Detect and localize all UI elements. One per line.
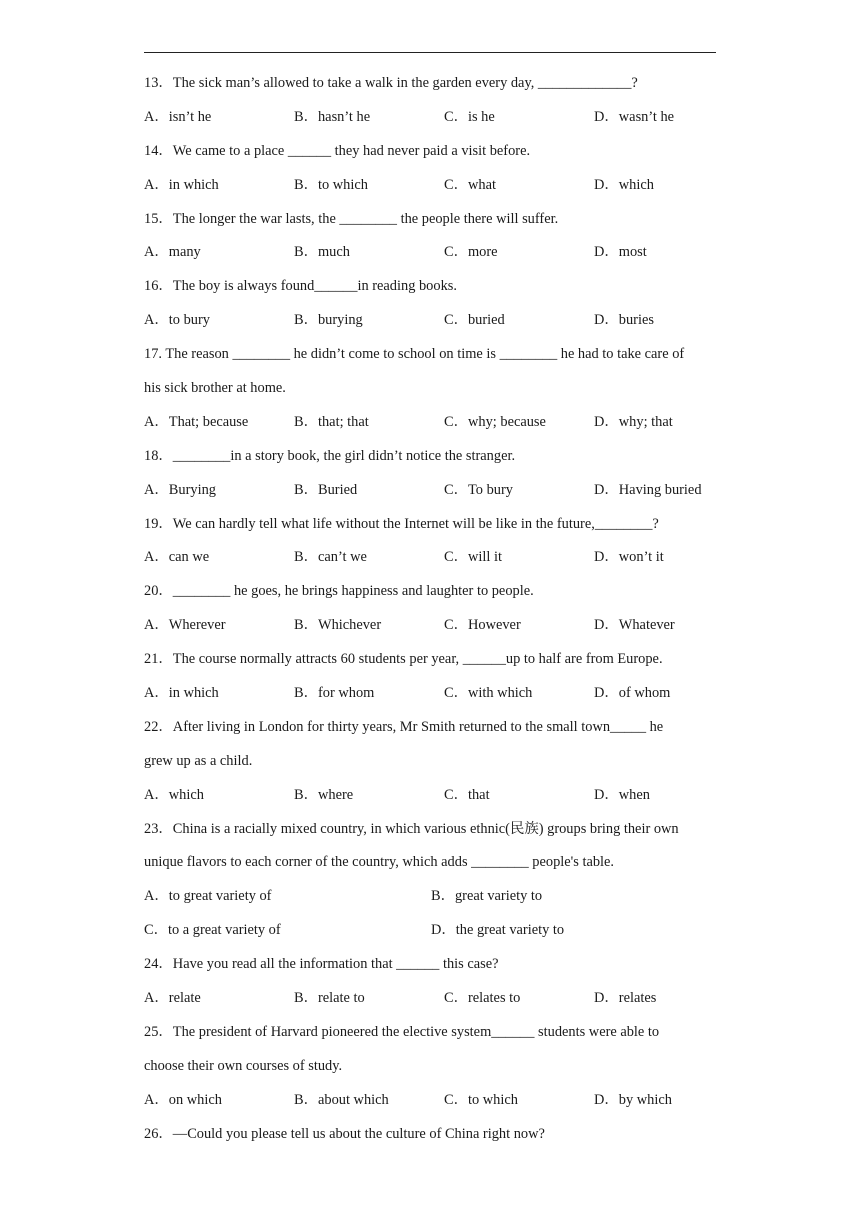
option-a: A．on which xyxy=(144,1091,222,1108)
option-b: B．to which xyxy=(294,176,368,193)
question-stem-continued xyxy=(144,376,718,410)
options-row xyxy=(144,613,718,647)
question-text: China is a racially mixed country, in which various ethnic(民族) groups bring their own xyxy=(172,820,679,837)
options-row xyxy=(144,1088,718,1122)
question-text: The president of Harvard pioneered the elective system______ students were able to xyxy=(172,1023,660,1040)
option-d: D．won’t it xyxy=(594,549,664,566)
option-c: C．what xyxy=(444,176,496,193)
options-row xyxy=(144,783,718,817)
question-text: We came to a place ______ they had never paid a visit before. xyxy=(172,142,531,159)
option-c: C．However xyxy=(444,617,521,634)
question-stem xyxy=(144,715,718,749)
option-c: C．that xyxy=(444,786,490,803)
options-row xyxy=(144,173,718,207)
question-stem xyxy=(144,579,718,613)
option-b: B．hasn’t he xyxy=(294,108,371,125)
option-d: D．wasn’t he xyxy=(594,108,675,125)
question-stem xyxy=(144,207,718,241)
question-number: 14． xyxy=(144,142,173,159)
option-b: B．Buried xyxy=(294,481,358,498)
question-number: 19． xyxy=(144,515,173,532)
option-a: A．Burying xyxy=(144,481,216,498)
option-c: C．To bury xyxy=(444,481,513,498)
option-c: C．is he xyxy=(444,108,495,125)
question-text: Have you read all the information that ______ this case? xyxy=(172,956,499,973)
question-text: ________ he goes, he brings happiness and laughter to people. xyxy=(172,583,534,600)
question-number: 25． xyxy=(144,1023,173,1040)
option-c: C．buried xyxy=(444,312,505,329)
option-a: A．isn’t he xyxy=(144,108,212,125)
question-number: 21． xyxy=(144,651,173,668)
question-stem xyxy=(144,1020,718,1054)
option-a: A．to great variety of xyxy=(144,888,272,905)
option-a: A．relate xyxy=(144,990,201,1007)
option-d: D．which xyxy=(594,176,654,193)
question-number: 20． xyxy=(144,583,173,600)
question-number: 13． xyxy=(144,75,173,91)
option-a: A．Wherever xyxy=(144,617,226,634)
question-text: his sick brother at home. xyxy=(144,380,286,397)
question-text: unique flavors to each corner of the country, which adds ________ people's table. xyxy=(144,854,615,871)
header-rule xyxy=(144,52,716,53)
option-b: B．Whichever xyxy=(294,617,382,634)
option-b: B．that; that xyxy=(294,413,369,430)
question-stem xyxy=(144,274,718,308)
options-row xyxy=(144,545,718,579)
question-text: grew up as a child. xyxy=(144,752,253,769)
question-stem xyxy=(144,1122,718,1156)
question-number: 16． xyxy=(144,278,173,295)
question-stem-continued xyxy=(144,850,718,884)
options-row xyxy=(144,240,718,274)
option-d: D．relates xyxy=(594,990,657,1007)
question-number: 22． xyxy=(144,718,173,735)
question-stem-continued xyxy=(144,1054,718,1088)
option-a: A．to bury xyxy=(144,312,210,329)
question-number: 17. xyxy=(144,346,166,363)
option-d: D．when xyxy=(594,786,650,803)
options-row xyxy=(144,681,718,715)
option-a: A．in which xyxy=(144,685,219,702)
question-text: The reason ________ he didn’t come to school on time is ________ he had to take care of xyxy=(165,346,685,363)
question-text: The longer the war lasts, the ________ the people there will suffer. xyxy=(172,210,559,227)
option-b: B．burying xyxy=(294,312,363,329)
question-text: We can hardly tell what life without the Internet will be like in the future,________? xyxy=(172,515,659,532)
options-row xyxy=(144,478,718,512)
option-c: C．why; because xyxy=(444,413,546,430)
option-d: D．buries xyxy=(594,312,654,329)
option-c: C．to which xyxy=(444,1091,518,1108)
question-number: 24． xyxy=(144,956,173,973)
question-text: ________in a story book, the girl didn’t notice the stranger. xyxy=(172,447,516,464)
option-d: D．the great variety to xyxy=(431,922,565,939)
option-a: A．That; because xyxy=(144,413,249,430)
question-text: choose their own courses of study. xyxy=(144,1057,343,1074)
options-row xyxy=(144,410,718,444)
option-b: B．relate to xyxy=(294,990,365,1007)
option-a: A．in which xyxy=(144,176,219,193)
question-number: 26． xyxy=(144,1125,173,1142)
option-c: C．relates to xyxy=(444,990,521,1007)
option-d: D．Whatever xyxy=(594,617,675,634)
option-c: C．more xyxy=(444,244,498,261)
option-c: C．will it xyxy=(444,549,502,566)
question-stem xyxy=(144,512,718,546)
option-d: D．most xyxy=(594,244,647,261)
question-text: The boy is always found______in reading books. xyxy=(172,278,457,295)
question-stem xyxy=(144,139,718,173)
option-d: D．Having buried xyxy=(594,481,702,498)
option-a: A．many xyxy=(144,244,201,261)
question-stem-continued xyxy=(144,749,718,783)
option-b: B．great variety to xyxy=(431,888,543,905)
question-stem xyxy=(144,952,718,986)
option-d: D．why; that xyxy=(594,413,673,430)
option-c: C．with which xyxy=(444,685,533,702)
option-b: B．much xyxy=(294,244,350,261)
question-stem xyxy=(144,817,718,851)
option-a: A．which xyxy=(144,786,204,803)
option-d: D．by which xyxy=(594,1091,672,1108)
options-row xyxy=(144,986,718,1020)
question-number: 23． xyxy=(144,820,173,837)
option-b: B．for whom xyxy=(294,685,375,702)
question-text: The sick man’s allowed to take a walk in the garden every day, _____________? xyxy=(172,75,638,91)
question-stem xyxy=(144,342,718,376)
question-stem xyxy=(144,71,718,105)
options-row xyxy=(144,884,718,918)
question-number: 15． xyxy=(144,210,173,227)
option-a: A．can we xyxy=(144,549,210,566)
question-text: After living in London for thirty years, Mr Smith returned to the small town_____ he xyxy=(172,718,664,735)
question-number: 18． xyxy=(144,447,173,464)
options-row xyxy=(144,308,718,342)
option-b: B．where xyxy=(294,786,354,803)
option-d: D．of whom xyxy=(594,685,671,702)
options-row xyxy=(144,105,718,139)
option-b: B．about which xyxy=(294,1091,389,1108)
question-stem xyxy=(144,647,718,681)
options-row xyxy=(144,918,718,952)
option-b: B．can’t we xyxy=(294,549,367,566)
question-list xyxy=(144,71,718,1156)
question-text: —Could you please tell us about the culture of China right now? xyxy=(172,1125,545,1142)
question-text: The course normally attracts 60 students per year, ______up to half are from Europe. xyxy=(172,651,663,668)
option-c: C．to a great variety of xyxy=(144,922,281,939)
question-stem xyxy=(144,444,718,478)
